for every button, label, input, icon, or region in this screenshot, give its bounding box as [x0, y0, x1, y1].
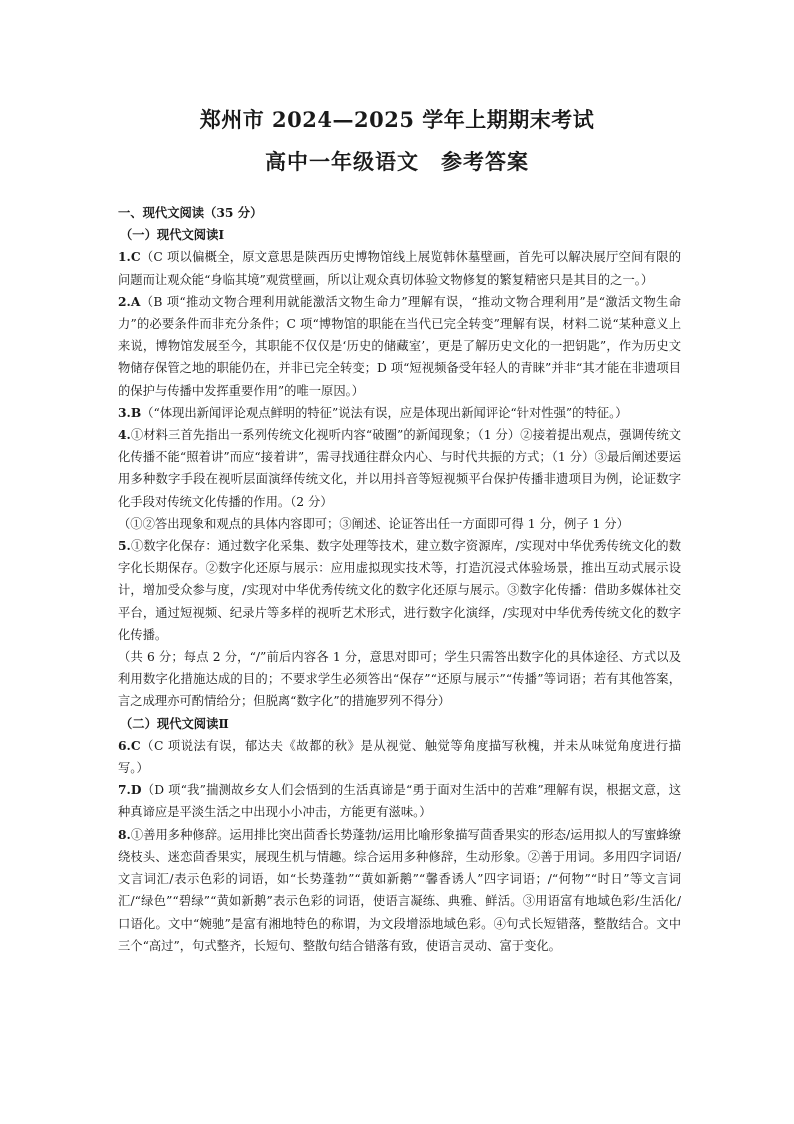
- answer-item-5: [118, 535, 681, 646]
- answer-number: 3.B: [118, 404, 142, 420]
- answer-item-7: [118, 779, 681, 823]
- answer-item-6: [118, 735, 681, 779]
- part-heading-2: （二）现代文阅读Ⅱ: [120, 715, 229, 731]
- answer-text: （B 项“推动文物合理利用就能激活文物生命力”理解有误，“推动文物合理利用”是“激活文物生命力”的必要条件而非充分条件；C 项“博物馆的职能在当代已完全转变”理解有误，材料二说“某种意义上来说，博物馆发展至今，其职能不仅仅是‘历史的储藏室’，更是了解历史文化的一把钥匙”，作为历史文物储存保管之地的职能仍在，并非已完全转变；D 项“短视频备受年轻人的青睐”并非“其才能在非遗项目的保护与传播中发挥重要作用”的唯一原因。）: [118, 294, 681, 398]
- answer-number: 8.: [118, 826, 131, 842]
- note-text: （共 6 分；每点 2 分，“/”前后内容各 1 分，意思对即可；学生只需答出数字化的具体途径、方式以及利用数字化措施达成的目的；不要求学生必须答出“保存”“还原与展示”“传播”等词语；若有其他答案，言之成理亦可酌情给分；但脱离“数字化”的措施罗列不得分）: [118, 650, 681, 709]
- scoring-note-4: [118, 513, 681, 535]
- answer-number: 7.D: [118, 782, 142, 798]
- answer-text: ①数字化保存：通过数字化采集、数字处理等技术，建立数字资源库，/实现对中华优秀传统文化的数字化长期保存。②数字化还原与展示：应用虚拟现实技术等，打造沉浸式体验场景，推出互动式展示设计，增加受众参与度，/实现对中华优秀传统文化的数字化还原与展示。③数字化传播：借助多媒体社交平台，通过短视频、纪录片等多样的视听艺术形式，进行数字化演绎，/实现对中华优秀传统文化的数字化传播。: [118, 539, 681, 642]
- answer-number: 4.: [118, 427, 131, 443]
- scoring-note-5: [118, 646, 681, 713]
- answer-item-2: [118, 291, 681, 402]
- answer-text: ①善用多种修辞。运用排比突出茴香长势蓬勃/运用比喻形象描写茴香果实的形态/运用拟人的写蜜蜂缭绕枝头、迷恋茴香果实，展现生机与情趣。综合运用多种修辞，生动形象。②善于用词。多用四字词语/文言词汇/表示色彩的词语，如“长势蓬勃”“黄如新鹅”“馨香诱人”四字词语；/“何物”“时日”等文言词汇/“绿色”“碧绿”“黄如新鹅”表示色彩的词语，使语言凝练、典雅、鲜活。③用语富有地域色彩/生活化/口语化。文中“婉驰”是富有湘地特色的称谓，为文段增添地域色彩。④句式长短错落，整散结合。文中三个“高过”，句式整齐，长短句、整散句结合错落有致，使语言灵动、富于变化。: [118, 827, 681, 953]
- document-title: 郑州市 2024—2025 学年上期期末考试: [199, 107, 595, 132]
- part-heading-1: （一）现代文阅读Ⅰ: [120, 227, 225, 243]
- answer-item-1: [118, 246, 681, 290]
- answer-text: （“体现出新闻评论观点鲜明的特征”说法有误，应是体现出新闻评论“针对性强”的特征。）: [141, 405, 628, 420]
- answer-content: [118, 202, 681, 957]
- answer-text: ①材料三首先指出一系列传统文化视听内容“破圈”的新闻现象；（1 分）②接着提出观点，强调传统文化传播不能“照着讲”而应“接着讲”，需寻找通往群众内心、与时代共振的方式；（1 分）③最后阐述要运用多种数字手段在视听层面演绎传统文化，并以用抖音等短视频平台保护传播非遗项目为例，论证数字化手段对传统文化传播的作用。（2 分）: [118, 428, 681, 509]
- answer-number: 1.C: [118, 249, 141, 265]
- note-text: （①②答出现象和观点的具体内容即可；③阐述、论证答出任一方面即可得 1 分，例子 1 分）: [118, 516, 629, 531]
- answer-item-4: [118, 424, 681, 513]
- answer-text: （C 项说法有误，郁达夫《故都的秋》是从视觉、触觉等角度描写秋槐，并未从味觉角度进行描写。）: [118, 738, 681, 776]
- document-subtitle: 高中一年级语文 参考答案: [265, 149, 529, 174]
- answer-text: （D 项“我”揣测故乡女人们会悟到的生活真谛是“勇于面对生活中的苦难”理解有误，根据文意，这种真谛应是平淡生活之中出现小小冲击，方能更有滋味。）: [118, 783, 681, 820]
- answer-number: 5.: [118, 538, 131, 554]
- answer-text: （C 项以偏概全，原文意思是陕西历史博物馆线上展览韩休墓壁画，首先可以解决展厅空间有限的问题而让观众能“身临其境”观赏壁画，所以让观众真切体验文物修复的繁复精密只是其目的之一。）: [118, 250, 681, 287]
- answer-number: 6.C: [118, 737, 141, 753]
- answer-item-8: [118, 824, 681, 957]
- section-heading: 一、现代文阅读（35 分）: [118, 205, 263, 220]
- answer-number: 2.A: [118, 293, 141, 309]
- answer-item-3: [118, 402, 681, 424]
